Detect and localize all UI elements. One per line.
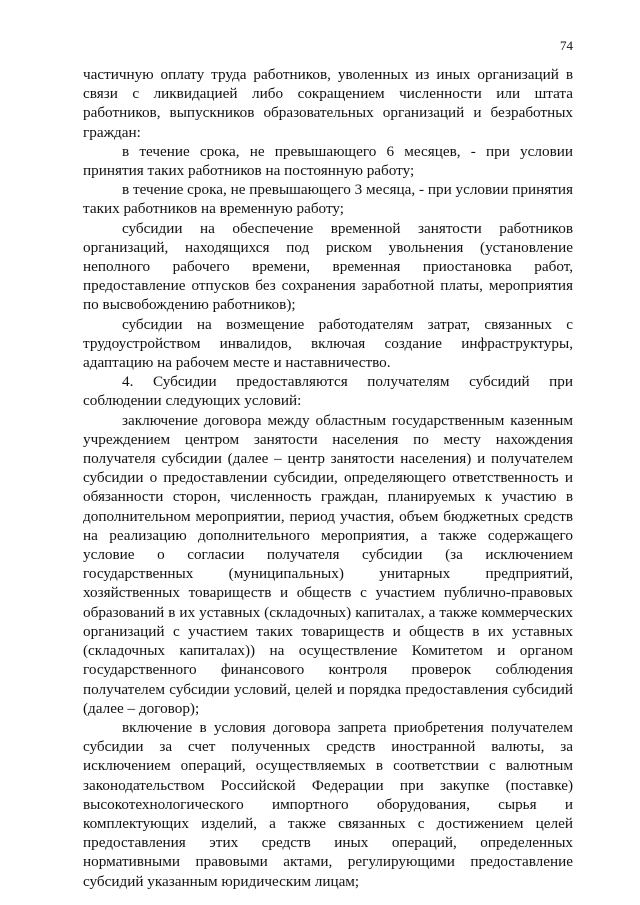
paragraph-2: в течение срока, не превышающего 6 месяцев, - при условии принятия таких работников на постоянную работу; [83, 142, 573, 180]
paragraph-7: заключение договора между областным государственным казенным учреждением центром занятости населения по месту нахождения получателя субсидии (далее – центр занятости населения) и получателем субсидии о предоставлении субсидии, определяющего ответственность и обязанности сторон, численность граждан, планируемых к участию в дополнительном мероприятии, период участия, объем бюджетных средств на реализацию дополнительного мероприятия, а также содержащего условие о согласии получателя субсидии (за исключением государственных (муниципальных) унитарных предприятий, хозяйственных товариществ и обществ с участием публично-правовых образований в их уставных (складочных) капиталах, а также коммерческих организаций с участием таких товариществ и обществ в их уставных (складочных капиталах)) на осуществление Комитетом и органом государственного финансового контроля проверок соблюдения получателем субсидии условий, целей и порядка предоставления субсидий (далее – договор); [83, 411, 573, 717]
paragraph-3: в течение срока, не превышающего 3 месяца, - при условии принятия таких работников на временную работу; [83, 181, 573, 218]
paragraph-1: частичную оплату труда работников, уволенных из иных организаций в связи с ликвидацией либо сокращением численности или штата работников, выпускников образовательных организаций и безработных граждан: [83, 66, 573, 141]
body-text [83, 65, 573, 891]
paragraph-4: субсидии на обеспечение временной занятости работников организаций, находящихся под риском увольнения (установление неполного рабочего времени, временная приостановка работ, предоставление отпусков без сохранения заработной платы, мероприятия по высвобождению работников); [83, 219, 573, 314]
paragraph-6: 4. Субсидии предоставляются получателям субсидий при соблюдении следующих условий: [83, 373, 573, 410]
paragraph-8: включение в условия договора запрета приобретения получателем субсидии за счет полученных средств иностранной валюты, за исключением операций, осуществляемых в соответствии с валютным законодательством Российской Федерации при закупке (поставке) высокотехнологического импортного оборудования, сырья и комплектующих изделий, а также связанных с достижением целей предоставления этих средств иных операций, определенных нормативными правовыми актами, регулирующими предоставление субсидий указанным юридическим лицам; [83, 718, 573, 890]
paragraph-5: субсидии на возмещение работодателям затрат, связанных с трудоустройством инвалидов, включая создание инфраструктуры, адаптацию на рабочем месте и наставничество. [83, 315, 573, 372]
page-number: 74 [560, 38, 573, 53]
